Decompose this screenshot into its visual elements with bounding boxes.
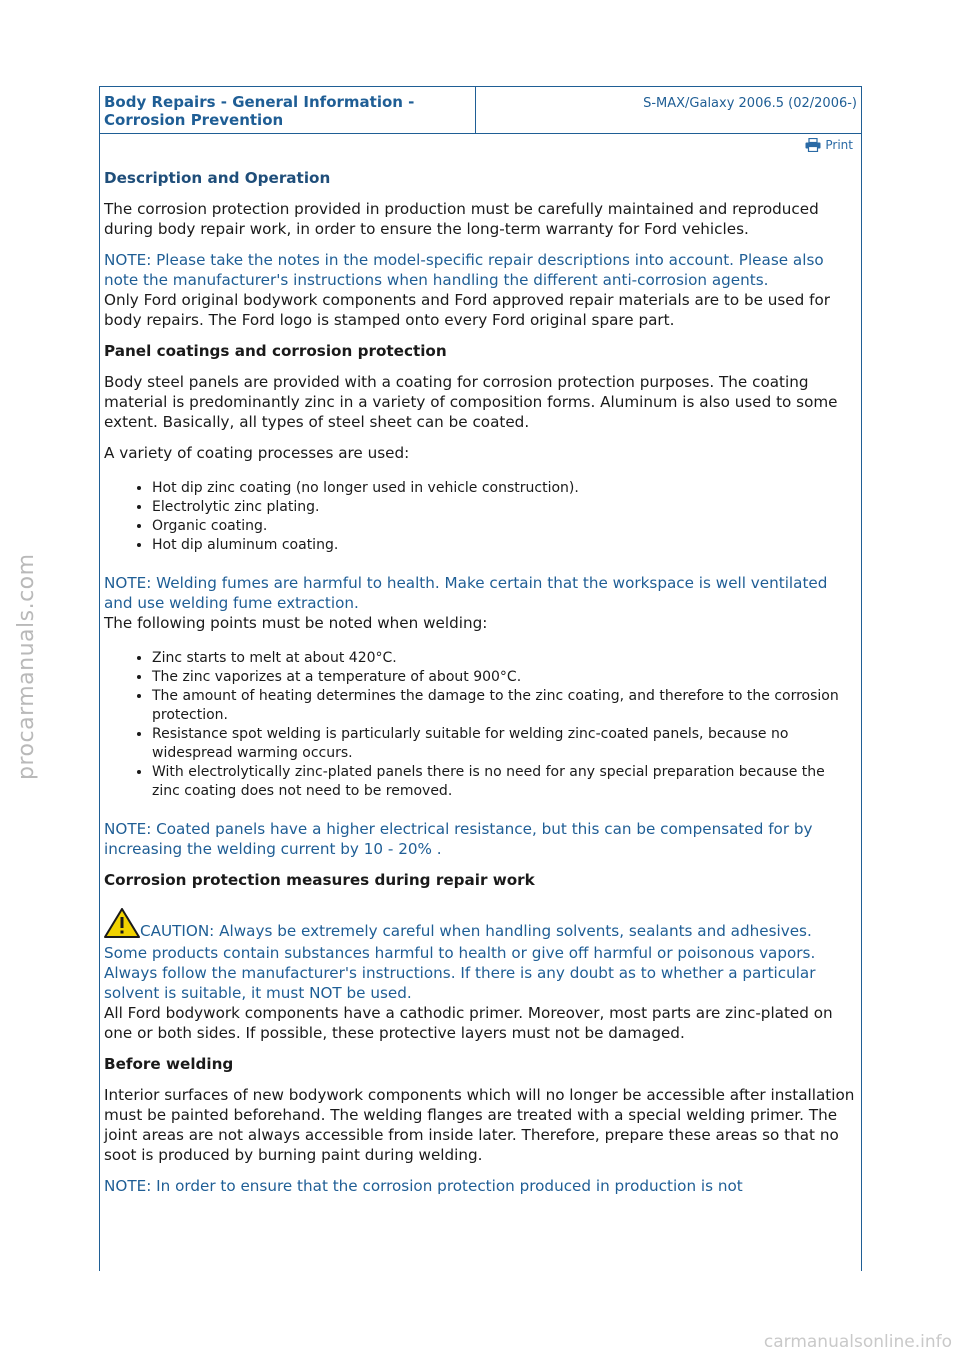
- warning-triangle-icon: [104, 908, 140, 943]
- paragraph: Body steel panels are provided with a coating for corrosion protection purposes. The coating material is predominantly zinc in a variety of composition forms. Aluminum is also used to some extent. Basically, all types of steel sheet can be coated.: [104, 373, 838, 431]
- section-heading-panel-coatings: Panel coatings and corrosion protection: [104, 342, 447, 360]
- welding-points-list: [104, 649, 856, 801]
- list-item: • Zinc starts to melt at about 420°C.: [152, 649, 856, 668]
- document-header: [100, 86, 861, 134]
- paragraph: A variety of coating processes are used:: [104, 444, 410, 462]
- section-heading-before-welding: Before welding: [104, 1055, 234, 1073]
- list-item: • Organic coating.: [152, 517, 856, 536]
- title-line-2: Corrosion Prevention: [104, 111, 284, 129]
- note-text: NOTE: In order to ensure that the corrosion protection produced in production is not: [104, 1177, 743, 1195]
- paragraph: The following points must be noted when welding:: [104, 614, 488, 632]
- note-text: NOTE: Welding fumes are harmful to health. Make certain that the workspace is well ventilated and use welding fume extraction.: [104, 574, 828, 612]
- list-item: • The amount of heating determines the damage to the zinc coating, and therefore to the corrosion protection.: [152, 687, 856, 725]
- document-body: [104, 168, 856, 1196]
- paragraph: All Ford bodywork components have a cathodic primer. Moreover, most parts are zinc-plated on one or both sides. If possible, these protective layers must not be damaged.: [104, 1004, 833, 1042]
- list-item: • Hot dip zinc coating (no longer used in vehicle construction).: [152, 479, 856, 498]
- model-label: S-MAX/Galaxy 2006.5 (02/2006-): [643, 96, 857, 111]
- print-label: Print: [825, 138, 853, 152]
- bottom-watermark: carmanualsonline.info: [763, 1332, 952, 1352]
- paragraph: Only Ford original bodywork components and Ford approved repair materials are to be used for body repairs. The Ford logo is stamped onto every Ford original spare part.: [104, 291, 830, 329]
- title-line-1: Body Repairs - General Information -: [104, 93, 415, 111]
- note-text: NOTE: Coated panels have a higher electrical resistance, but this can be compensated for by increasing the welding current by 10 - 20% .: [104, 820, 813, 858]
- coating-process-list: [104, 479, 856, 555]
- print-button[interactable]: [805, 138, 853, 152]
- note-text: NOTE: Please take the notes in the model-specific repair descriptions into account. Please also note the manufacturer's instructions when handling the different anti-corrosion agents.: [104, 251, 824, 289]
- list-item: • With electrolytically zinc-plated panels there is no need for any special preparation because the zinc coating does not need to be removed.: [152, 763, 856, 801]
- caution-text: CAUTION: Always be extremely careful when handling solvents, sealants and adhesives. Some products contain substances harmful to health or give off harmful or poisonous vapors. Always follow the manufacturer's instructions. If there is any doubt as to whether a particular solvent is suitable, it must NOT be used.: [104, 922, 816, 1002]
- paragraph: The corrosion protection provided in production must be carefully maintained and reproduced during body repair work, in order to ensure the long-term warranty for Ford vehicles.: [104, 200, 819, 238]
- section-heading-description: Description and Operation: [104, 169, 331, 187]
- page-title: [100, 87, 476, 133]
- document-page: [99, 86, 862, 1271]
- caution-block: [104, 898, 856, 1003]
- list-item: • Resistance spot welding is particularly suitable for welding zinc-coated panels, because no widespread warming occurs.: [152, 725, 856, 763]
- section-heading-repair-measures: Corrosion protection measures during repair work: [104, 871, 535, 889]
- side-watermark: procarmanuals.com: [14, 553, 39, 780]
- paragraph: Interior surfaces of new bodywork components which will no longer be accessible after installation must be painted beforehand. The welding flanges are treated with a special welding primer. The joint areas are not always accessible from inside later. Therefore, prepare these areas so that no soot is produced by burning paint during welding.: [104, 1086, 855, 1164]
- list-item: • Electrolytic zinc plating.: [152, 498, 856, 517]
- list-item: • Hot dip aluminum coating.: [152, 536, 856, 555]
- printer-icon: [805, 138, 821, 152]
- list-item: • The zinc vaporizes at a temperature of about 900°C.: [152, 668, 856, 687]
